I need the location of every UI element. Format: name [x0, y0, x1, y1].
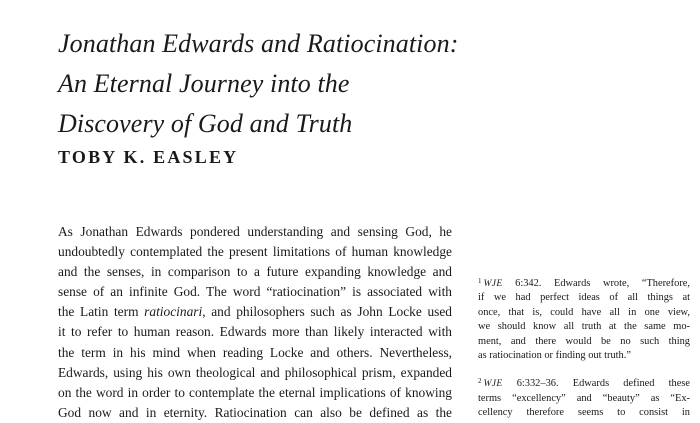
- footnote-number: 2: [478, 377, 482, 386]
- body-line: As Jonathan Edwards pondered understanding and sensing God, he: [58, 224, 452, 239]
- footnote-line: we should know all truth at the same mo-: [478, 321, 690, 333]
- footnote-line: [478, 374, 690, 391]
- footnote-abbr: WJE: [483, 378, 503, 390]
- footnote-2: [478, 374, 690, 420]
- footnote-line: ment, and there would be no such thing: [478, 335, 690, 347]
- footnote-ref: 6:342. Edwards wrote, “Therefore,: [502, 278, 690, 289]
- footnote-abbr: WJE: [483, 278, 503, 289]
- body-line: and the senses, in comparison to a future expanding knowledge and: [58, 264, 452, 280]
- footnote-line: terms “excellency” and “beauty” as “Ex-: [478, 392, 690, 404]
- footnote-number: 1: [478, 277, 482, 285]
- body-line: sense of an infinite God. The word “ratiocination” is associated with: [58, 284, 452, 300]
- body-line: on the word in order to contemplate the eternal implications of knowing: [58, 384, 452, 400]
- article-title: [58, 24, 518, 144]
- title-line-2: An Eternal Journey into the: [58, 69, 350, 98]
- author-name: TOBY K. EASLEY: [58, 147, 239, 167]
- body-line: it to refer to human reason. Edwards more than likely interacted with: [58, 324, 452, 340]
- title-line-3: Discovery of God and Truth: [58, 109, 353, 138]
- body-text-segment: , and philosophers such as John Locke used: [202, 304, 452, 320]
- body-text-segment: the Latin term: [58, 304, 145, 320]
- title-line-1: Jonathan Edwards and Ratiocination:: [58, 29, 459, 58]
- italic-term: ratiocinari: [144, 304, 203, 320]
- body-line: undoubtedly contemplated the present limitations of human knowledge: [58, 244, 452, 260]
- footnote-line: if we had perfect ideas of all things at: [478, 292, 690, 304]
- body-line: Edwards, using his own theological and philosophical prism, expanded: [58, 364, 452, 380]
- footnote-1: [478, 274, 690, 363]
- footnote-line: [478, 274, 690, 291]
- footnotes: [478, 274, 690, 421]
- footnote-ref: 6:332–36. Edwards defined these: [502, 378, 690, 390]
- body-paragraph: [58, 222, 452, 423]
- body-line-with-italic: [58, 302, 452, 322]
- footnote-line: cellency therefore seems to consist in: [478, 407, 690, 419]
- footnote-line: once, that is, could have all in one view,: [478, 306, 690, 318]
- body-line: the term in his mind when reading Locke and others. Nevertheless,: [58, 344, 452, 360]
- footnote-line: as ratiocination or finding out truth.”: [478, 350, 631, 362]
- body-line: God now and in eternity. Ratiocination can also be defined as the: [58, 404, 452, 420]
